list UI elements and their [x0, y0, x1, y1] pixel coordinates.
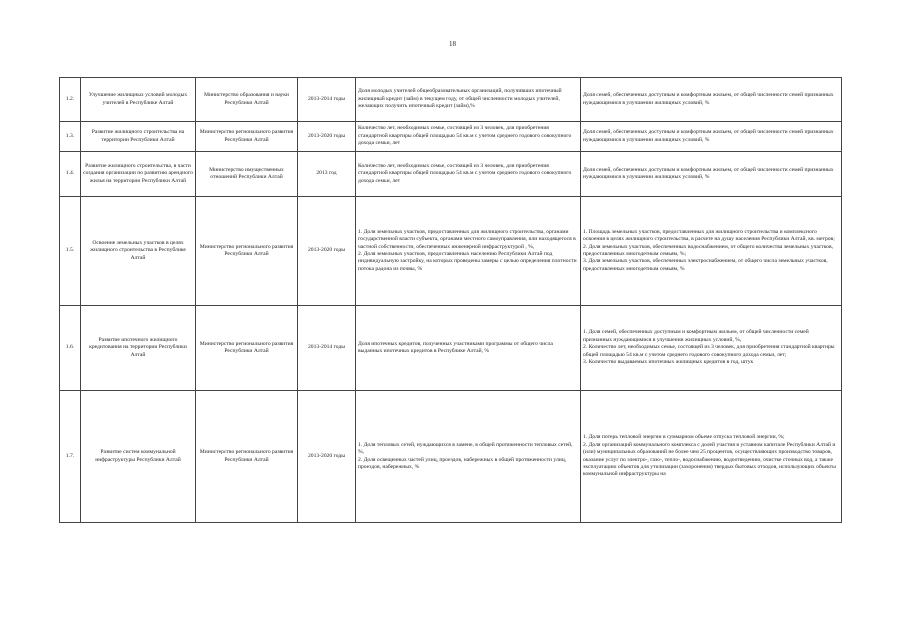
- result-line: 3. Количество выдаваемых ипотечных жилищных кредитов в год, штук: [583, 359, 754, 366]
- indicators-cell: [356, 78, 581, 122]
- row-number: 1.3.: [60, 122, 81, 152]
- term: 2013 год: [298, 152, 356, 197]
- row-number: 1.5.: [60, 197, 81, 306]
- results-cell: [581, 391, 842, 523]
- result-line: 3. Доля земельных участков, обеспеченных электроснабжением, от общего числа земельных участков, предоставленных многодетным семьям, %: [583, 258, 828, 272]
- indicators-cell: [356, 306, 581, 391]
- indicators-cell: [356, 197, 581, 306]
- term: 2013-2014 годы: [298, 306, 356, 391]
- indicator-line: 1. Доля тепловых сетей, нуждающихся в замене, в общей протяженности тепловых сетей, %,: [358, 441, 573, 456]
- indicator-line: Количество лет, необходимых семье, состоящей из 3 человек, для приобретения стандартной квартиры общей площадью 54 кв.м с учетом среднего годового совокупного дохода семьи, лет: [358, 125, 572, 147]
- row-number: 1.2.: [60, 78, 81, 122]
- executor: Министерство образования и науки Республики Алтай: [196, 78, 298, 122]
- program-measures-table: [59, 77, 842, 523]
- term: 2013-2020 годы: [298, 391, 356, 523]
- term: 2013-2020 годы: [298, 122, 356, 152]
- executor: Министерство регионального развития Республики Алтай: [196, 306, 298, 391]
- measure-name: Освоение земельных участков в целях жилищного строительства в Республике Алтай: [81, 197, 196, 306]
- table-row: [60, 391, 842, 523]
- table-row: [60, 197, 842, 306]
- row-number: 1.4.: [60, 152, 81, 197]
- result-line: Доля семей, обеспеченных доступным и комфортным жильем, от общей численности семей признанных нуждающимися в улучшении жилищных условий, %: [583, 129, 834, 143]
- indicators-cell: [356, 152, 581, 197]
- result-line: Доля семей, обеспеченных доступным и комфортным жильем, от общей численности семей признанных нуждающимися в улучшении жилищных условий, %: [583, 92, 834, 106]
- term: 2013-2020 годы: [298, 197, 356, 306]
- result-line: 1. Доля семей, обеспеченных доступным и комфортным жильем, от общей численности семей признанных нуждающимися в улучшении жилищных условий, %,: [583, 329, 809, 343]
- result-line: 2. Доля организаций коммунального комплекса с долей участия в уставном капитале Республики Алтай и (или) муниципальных образований не более чем 25 процентов, осуществляющих производство товаров, оказание услуг по электро-, газо-, тепло-, водоснабжению, водоотведению, очистке сточных вод, а также эксплуатацию объектов для утилизации (захоронения) твердых бытовых отходов, использующих объекты коммунальной инфраструктуры на: [583, 441, 836, 478]
- term: 2013-2014 годы: [298, 78, 356, 122]
- indicators-cell: [356, 391, 581, 523]
- measure-name: Улучшение жилищных условий молодых учителей в Республике Алтай: [81, 78, 196, 122]
- measure-name: Развитие ипотечного жилищного кредитования на территории Республики Алтай: [81, 306, 196, 391]
- indicator-line: 2. Доля освещенных частей улиц, проездов, набережных в общей протяженности улиц, проездов, набережных, %: [358, 456, 567, 470]
- indicators-cell: [356, 122, 581, 152]
- result-line: 1. Площадь земельных участков, предоставленных для жилищного строительства и комплексного освоения в целях жилищного строительства, в расчете на душу населения Республики Алтай, кв. метров;: [583, 228, 835, 243]
- results-cell: [581, 78, 842, 122]
- results-cell: [581, 152, 842, 197]
- results-cell: [581, 122, 842, 152]
- executor: Министерство регионального развития Республики Алтай: [196, 391, 298, 523]
- results-cell: [581, 306, 842, 391]
- measure-name: Развитие жилищного строительства на территории Республики Алтай: [81, 122, 196, 152]
- executor: Министерство регионального развития Республики Алтай: [196, 197, 298, 306]
- measure-name: Развитие систем коммунальной инфраструктуры Республики Алтай: [81, 391, 196, 523]
- result-line: 1. Доля потерь тепловой энергии в суммарном объеме отпуска тепловой энергии, %;: [583, 434, 785, 441]
- measure-name: Развитие жилищного строительства, в части создания организации по развитию арендного жилья на территории Республики Алтай: [81, 152, 196, 197]
- row-number: 1.6.: [60, 306, 81, 391]
- page-number: 18: [449, 40, 456, 48]
- indicator-line: Доля ипотечных кредитов, полученных участниками программы от общего числа выданных ипотечных кредитов в Республике Алтай, %: [358, 340, 553, 354]
- table-row: [60, 78, 842, 122]
- result-line: 2. Количество лет, необходимых семье, состоящей из 3 человек, для приобретения стандартной квартиры общей площадью 54 кв.м с учетом среднего годового совокупного дохода семьи, лет;: [583, 344, 835, 358]
- table-row: [60, 152, 842, 197]
- row-number: 1.7.: [60, 391, 81, 523]
- executor: Министерство имущественных отношений Республики Алтай: [196, 152, 298, 197]
- table-row: [60, 122, 842, 152]
- executor: Министерство регионального развития Республики Алтай: [196, 122, 298, 152]
- results-cell: [581, 197, 842, 306]
- indicator-line: 1. Доля земельных участков, предоставленных для жилищного строительства, органами государственной власти субъекта, органами местного самоуправления, или находящегося в частной собственности, обеспеченных инженерной инфраструктурой , %,: [358, 228, 576, 250]
- indicator-line: Доля молодых учителей общеобразовательных организаций, получивших ипотечный жилищный кредит (займ) в текущем году, от общей численности молодых учителей, желающих получить ипотечный кредит (займ),%: [358, 88, 562, 110]
- result-line: 2. Доля земельных участков, обеспеченных водоснабжением, от общего количества земельных участков, предоставленных многодетным семьям, %;: [583, 243, 833, 257]
- result-line: Доля семей, обеспеченных доступным и комфортным жильем, от общей численности семей признанных нуждающимися в улучшении жилищных условий, %: [583, 166, 834, 180]
- indicator-line: Количество лет, необходимых семье, состоящей из 3 человек, для приобретения стандартной квартиры общей площадью 54 кв.м с учетом среднего годового совокупного дохода семьи, лет: [358, 162, 572, 184]
- indicator-line: 2. Доля земельных участков, предоставленных населению Республики Алтай под индивидуальную застройку, на которых проведены замеры с целью определения плотности потока радона из почвы, %: [358, 251, 577, 272]
- table-row: [60, 306, 842, 391]
